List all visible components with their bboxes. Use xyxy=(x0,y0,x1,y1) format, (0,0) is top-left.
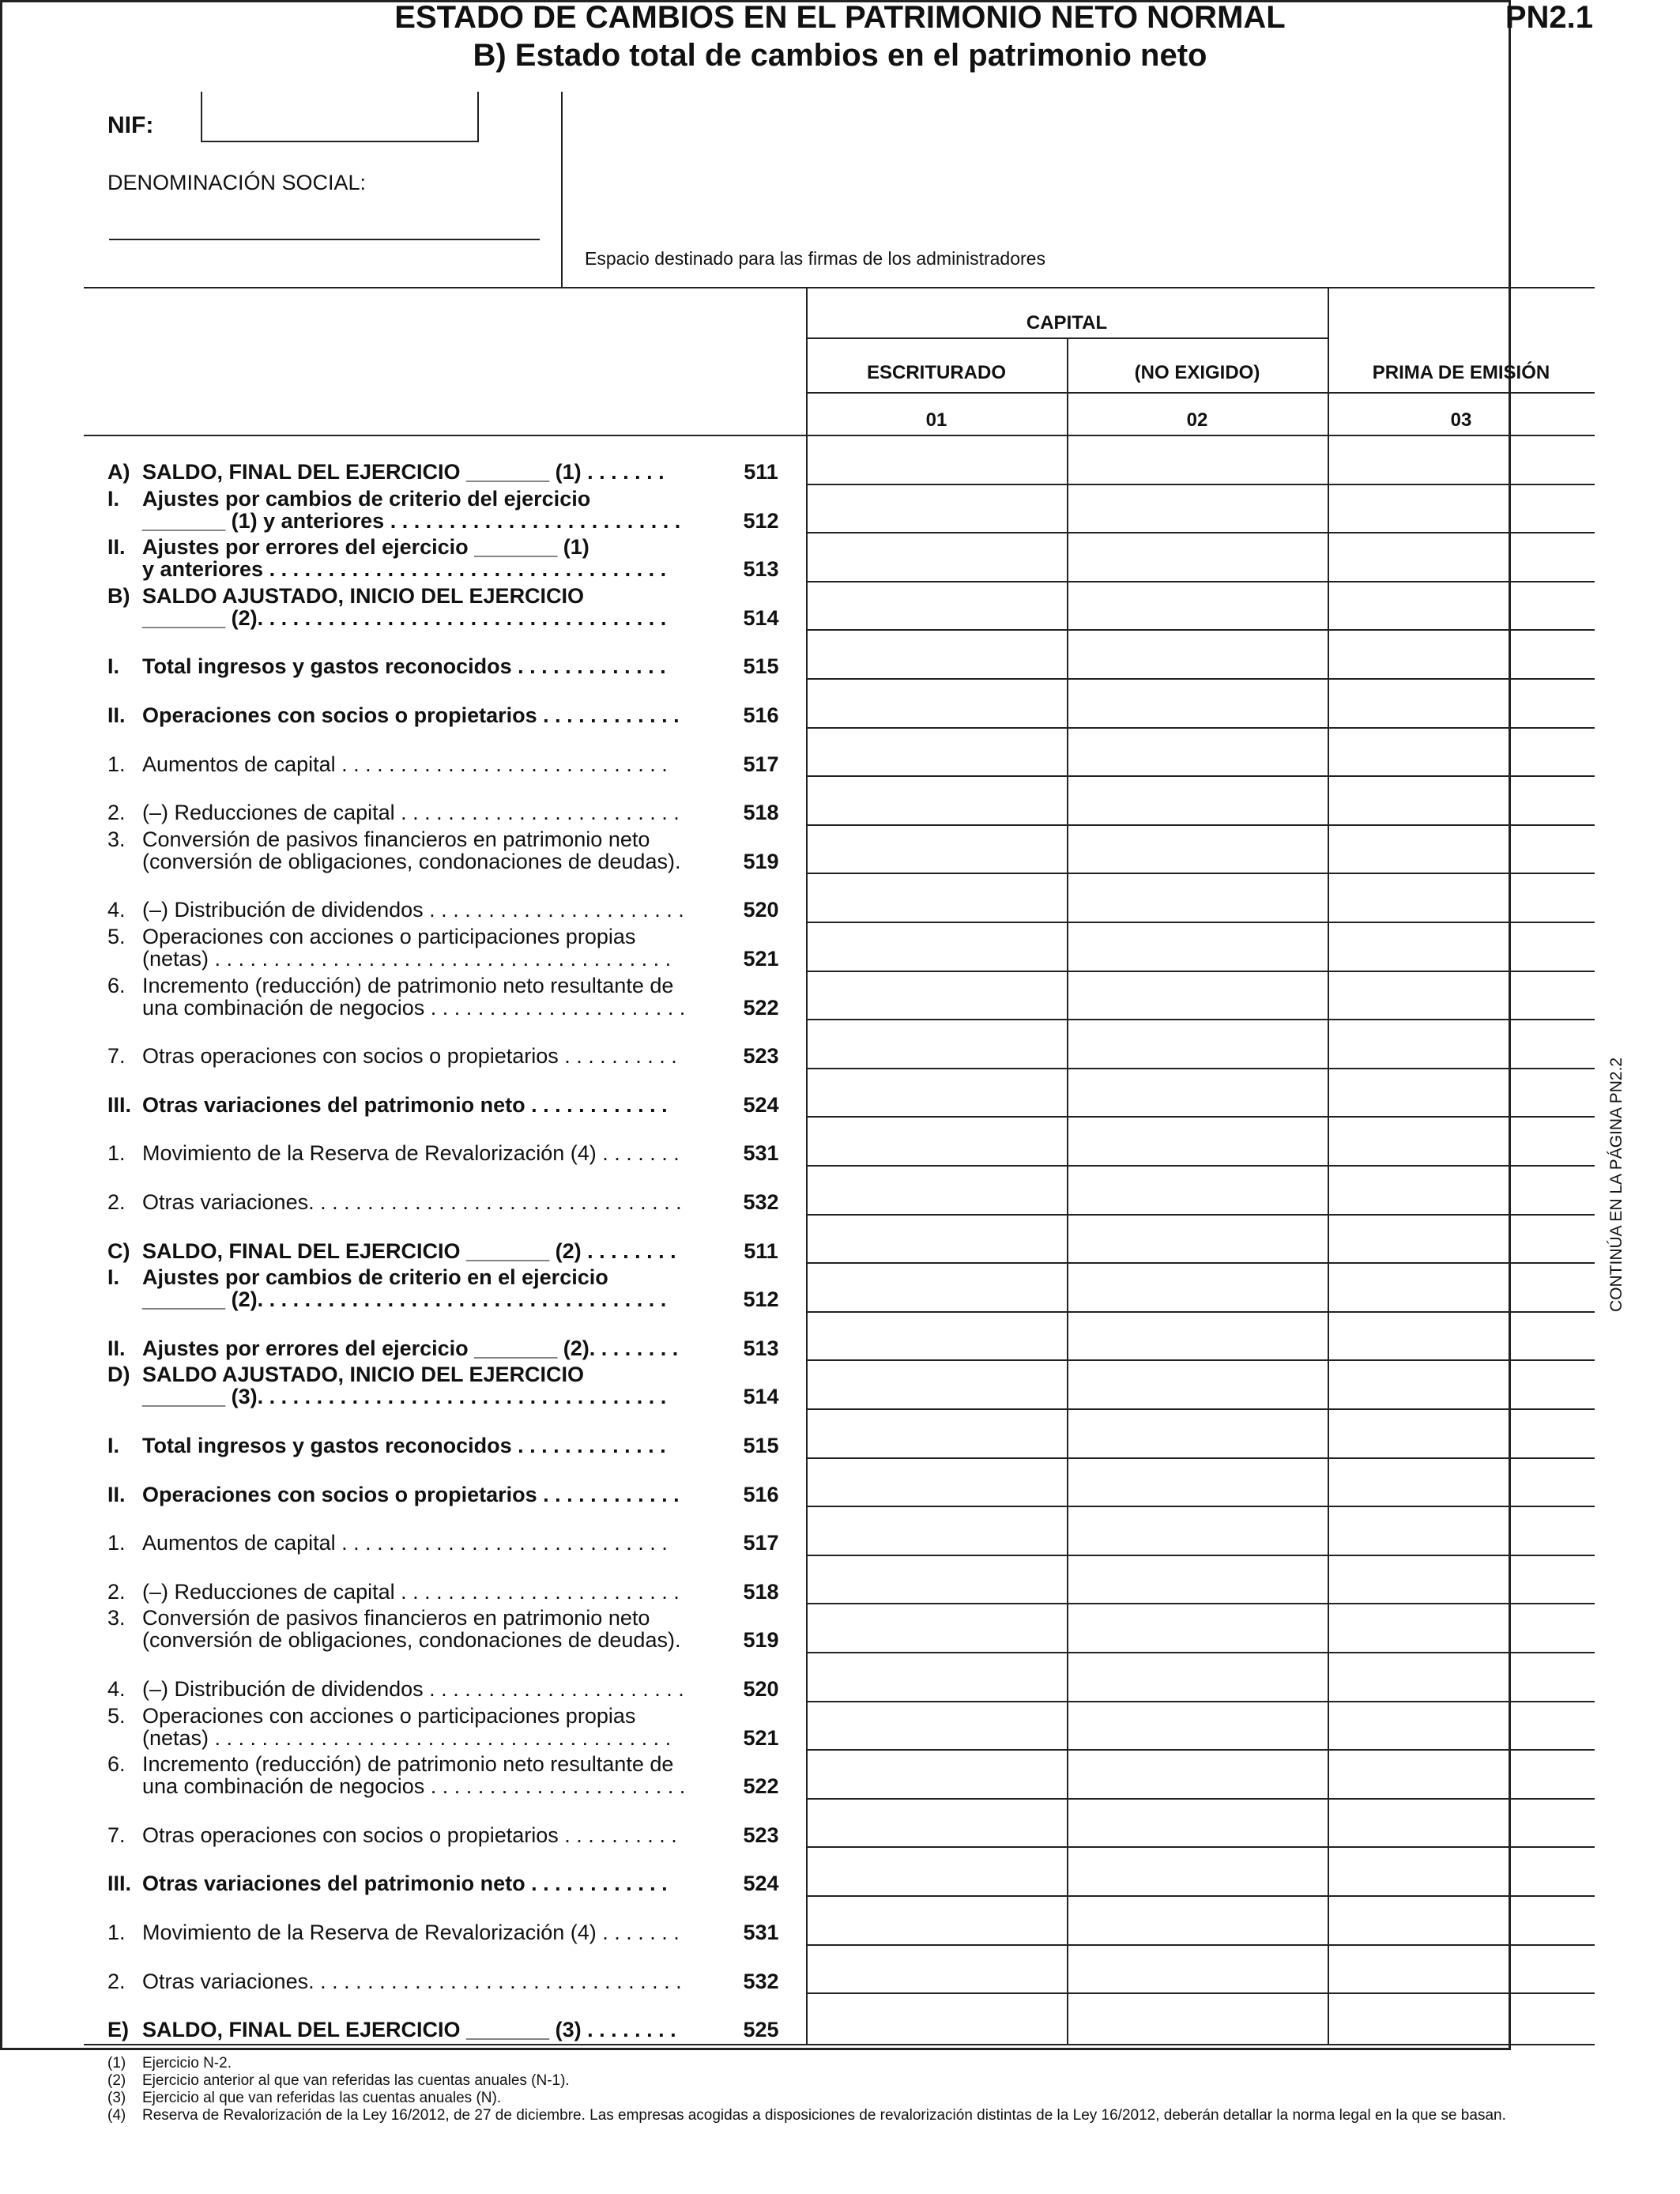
row-number: 3. xyxy=(107,827,126,851)
row-label-continued: _______ (1) y anteriores . . . . . . . . . . . . . . . . . . . . . . . . . xyxy=(142,508,681,533)
amount-cell-col3[interactable] xyxy=(1329,436,1593,482)
amount-cell-col2[interactable] xyxy=(1068,1994,1326,2040)
row-rule xyxy=(806,1895,1595,1897)
amount-cell-col2[interactable] xyxy=(1068,1702,1326,1748)
row-code: 513 xyxy=(743,1336,779,1360)
row-rule xyxy=(806,532,1595,533)
amount-cell-col3[interactable] xyxy=(1329,1118,1593,1163)
row-label-continued: (conversión de obligaciones, condonaciones de deudas). xyxy=(142,1628,681,1653)
row-number: 2. xyxy=(107,1190,126,1214)
col-code-03: 03 xyxy=(1450,409,1472,431)
row-rule xyxy=(806,873,1595,874)
row-code: 517 xyxy=(743,752,779,776)
amount-cell-col2[interactable] xyxy=(1068,1264,1326,1310)
row-number: 1. xyxy=(107,752,126,776)
amount-cell-col1[interactable] xyxy=(808,1313,1065,1359)
row-code: 516 xyxy=(743,1482,779,1506)
row-rule xyxy=(806,678,1595,680)
row-number: 6. xyxy=(107,1752,126,1777)
row-code: 524 xyxy=(743,1872,779,1896)
row-label: Otras variaciones. . . . . . . . . . . . . . . . . . . . . . . . . . . . . . . . xyxy=(142,1190,682,1214)
row-number: II. xyxy=(107,1336,126,1360)
row-label: Total ingresos y gastos reconocidos . . . . . . . . . . . . . xyxy=(142,1434,666,1457)
row-label: Incremento (reducción) de patrimonio neto resultante de xyxy=(142,973,674,997)
row-rule xyxy=(806,1701,1595,1702)
row-rule xyxy=(806,1652,1595,1653)
row-number: 5. xyxy=(107,1703,126,1728)
amount-cell-col2[interactable] xyxy=(1068,680,1326,726)
row-code: 520 xyxy=(743,898,779,922)
amount-cell-col2[interactable] xyxy=(1068,1020,1326,1066)
row-number: II. xyxy=(107,535,126,560)
amount-cell-col2[interactable] xyxy=(1068,631,1326,677)
row-code: 518 xyxy=(743,801,779,825)
row-label: Operaciones con socios o propietarios . . . . . . . . . . . . xyxy=(142,1482,680,1506)
amount-cell-col1[interactable] xyxy=(808,1167,1065,1212)
amount-cell-col2[interactable] xyxy=(1068,1653,1326,1699)
amount-cell-col1[interactable] xyxy=(808,485,1065,531)
row-label: Operaciones con socios o propietarios . . . . . . . . . . . . xyxy=(142,703,680,727)
row-number: 7. xyxy=(107,1823,126,1847)
row-label: SALDO, FINAL DEL EJERCICIO _______ (1) . . . . . . . xyxy=(142,460,665,484)
amount-cell-col2[interactable] xyxy=(1068,923,1326,969)
row-code: 531 xyxy=(743,1921,779,1944)
amount-cell-col3[interactable] xyxy=(1329,1264,1593,1310)
row-number: III. xyxy=(107,1872,132,1896)
row-code: 514 xyxy=(743,1385,779,1409)
row-rule xyxy=(806,1506,1595,1507)
amount-cell-col1[interactable] xyxy=(808,1800,1065,1845)
amount-cell-col3[interactable] xyxy=(1329,826,1593,872)
row-rule xyxy=(806,1408,1595,1410)
row-rule xyxy=(806,1457,1595,1459)
col-header-rule xyxy=(806,392,1595,394)
col-escriturado: ESCRITURADO xyxy=(866,362,1006,383)
amount-cell-col3[interactable] xyxy=(1329,923,1593,969)
continuation-note-text: CONTINÚA EN LA PÁGINA PN2.2 xyxy=(1607,1057,1625,1312)
row-code: 512 xyxy=(743,508,779,533)
amount-cell-col1[interactable] xyxy=(808,777,1065,823)
row-code: 518 xyxy=(743,1579,779,1604)
amount-cell-col3[interactable] xyxy=(1329,1167,1593,1212)
col-code-02: 02 xyxy=(1186,409,1208,431)
row-number: 2. xyxy=(107,801,126,825)
col-code-01: 01 xyxy=(925,409,947,431)
amount-cell-col1[interactable] xyxy=(808,874,1065,920)
row-label: Aumentos de capital . . . . . . . . . . . . . . . . . . . . . . . . . . . . xyxy=(142,1531,668,1555)
amount-cell-col3[interactable] xyxy=(1329,1848,1593,1894)
amount-cell-col3[interactable] xyxy=(1329,485,1593,531)
form-code: PN2.1 xyxy=(1505,0,1593,35)
amount-cell-col3[interactable] xyxy=(1329,1507,1593,1553)
amount-cell-col3[interactable] xyxy=(1329,1556,1593,1602)
row-label: (–) Reducciones de capital . . . . . . . . . . . . . . . . . . . . . . . . xyxy=(142,1579,680,1604)
row-label: Ajustes por errores del ejercicio _______ (1) xyxy=(142,535,590,560)
row-rule xyxy=(806,971,1595,972)
row-number: 2. xyxy=(107,1969,126,1993)
row-code: 532 xyxy=(743,1190,779,1214)
row-rule xyxy=(806,1798,1595,1800)
row-label: Otras variaciones. . . . . . . . . . . . . . . . . . . . . . . . . . . . . . . . xyxy=(142,1969,682,1993)
row-rule xyxy=(806,1262,1595,1264)
row-number: A) xyxy=(107,460,130,484)
row-code: 521 xyxy=(743,1725,779,1750)
amount-cell-col2[interactable] xyxy=(1068,1118,1326,1163)
amount-cell-col3[interactable] xyxy=(1329,582,1593,628)
amount-cell-col1[interactable] xyxy=(808,1069,1065,1115)
amount-cell-col3[interactable] xyxy=(1329,1946,1593,1992)
row-number: I. xyxy=(107,1434,120,1457)
row-code: 512 xyxy=(743,1287,779,1312)
row-label: Otras operaciones con socios o propietarios . . . . . . . . . . xyxy=(142,1044,677,1069)
row-label-continued: (netas) . . . . . . . . . . . . . . . . . . . . . . . . . . . . . . . . . . . . . . . xyxy=(142,1725,672,1750)
amount-cell-col3[interactable] xyxy=(1329,1069,1593,1115)
amount-cell-col3[interactable] xyxy=(1329,1604,1593,1650)
amount-cell-col1[interactable] xyxy=(808,729,1065,775)
amount-cell-col3[interactable] xyxy=(1329,1361,1593,1407)
row-number: 4. xyxy=(107,898,126,922)
row-rule xyxy=(806,1749,1595,1751)
page-subtitle: B) Estado total de cambios en el patrimonio neto xyxy=(473,38,1207,73)
row-code: 524 xyxy=(743,1092,779,1117)
row-number: 3. xyxy=(107,1606,126,1630)
row-label: Conversión de pasivos financieros en patrimonio neto xyxy=(142,1606,650,1630)
amount-cell-col3[interactable] xyxy=(1329,1702,1593,1748)
row-label: Total ingresos y gastos reconocidos . . . . . . . . . . . . . xyxy=(142,654,666,679)
row-label: Movimiento de la Reserva de Revalorización (4) . . . . . . . xyxy=(142,1141,680,1166)
row-rule xyxy=(806,1359,1595,1361)
amount-cell-col2[interactable] xyxy=(1068,972,1326,1018)
amount-cell-col2[interactable] xyxy=(1068,874,1326,920)
row-label-continued: una combinación de negocios . . . . . . . . . . . . . . . . . . . . . . xyxy=(142,1774,686,1799)
row-label: SALDO AJUSTADO, INICIO DEL EJERCICIO xyxy=(142,583,585,608)
footnote-number: (3) xyxy=(107,2090,126,2106)
amount-cell-col2[interactable] xyxy=(1068,1604,1326,1650)
amount-cell-col1[interactable] xyxy=(808,1751,1065,1796)
row-number: 7. xyxy=(107,1044,126,1069)
amount-cell-col1[interactable] xyxy=(808,826,1065,872)
col-prima-emision: PRIMA DE EMISIÓN xyxy=(1372,362,1550,383)
row-number: B) xyxy=(107,583,130,608)
row-label-continued: y anteriores . . . . . . . . . . . . . . . . . . . . . . . . . . . . . . . . . . xyxy=(142,557,667,582)
amount-cell-col1[interactable] xyxy=(808,1897,1065,1943)
footnote-number: (2) xyxy=(107,2072,126,2089)
row-number: III. xyxy=(107,1092,132,1117)
amount-cell-col1[interactable] xyxy=(808,1459,1065,1505)
amount-cell-col1[interactable] xyxy=(808,1264,1065,1310)
row-code: 517 xyxy=(743,1531,779,1555)
amount-cell-col1[interactable] xyxy=(808,1216,1065,1261)
row-code: 511 xyxy=(744,460,778,484)
amount-cell-col1[interactable] xyxy=(808,972,1065,1018)
row-rule xyxy=(806,1116,1595,1118)
row-label: Ajustes por cambios de criterio en el ejercicio xyxy=(142,1265,608,1290)
row-label: Conversión de pasivos financieros en patrimonio neto xyxy=(142,827,650,851)
amount-cell-col3[interactable] xyxy=(1329,1410,1593,1456)
row-rule xyxy=(806,1846,1595,1848)
row-label: Ajustes por cambios de criterio del ejercicio xyxy=(142,486,591,511)
amount-cell-col2[interactable] xyxy=(1068,1216,1326,1261)
amount-cell-col2[interactable] xyxy=(1068,436,1326,482)
amount-cell-col3[interactable] xyxy=(1329,1800,1593,1845)
amount-cell-col2[interactable] xyxy=(1068,485,1326,531)
row-code: 520 xyxy=(743,1677,779,1701)
amount-cell-col2[interactable] xyxy=(1068,533,1326,579)
row-code: 511 xyxy=(744,1238,778,1263)
row-label-continued: (netas) . . . . . . . . . . . . . . . . . . . . . . . . . . . . . . . . . . . . . . . xyxy=(142,947,672,971)
row-label: SALDO AJUSTADO, INICIO DEL EJERCICIO xyxy=(142,1363,585,1387)
row-rule xyxy=(806,824,1595,826)
amount-cell-col1[interactable] xyxy=(808,533,1065,579)
amount-cell-col3[interactable] xyxy=(1329,1020,1593,1066)
row-rule xyxy=(806,581,1595,582)
row-code: 519 xyxy=(743,849,779,873)
row-label: Movimiento de la Reserva de Revalorización (4) . . . . . . . xyxy=(142,1921,680,1944)
amount-cell-col1[interactable] xyxy=(808,1020,1065,1066)
row-number: 1. xyxy=(107,1141,126,1166)
amount-cell-col1[interactable] xyxy=(808,680,1065,726)
amount-cell-col3[interactable] xyxy=(1329,1313,1593,1359)
amount-cell-col3[interactable] xyxy=(1329,1751,1593,1796)
amount-cell-col3[interactable] xyxy=(1329,1459,1593,1505)
amount-cell-col2[interactable] xyxy=(1068,582,1326,628)
row-label: (–) Reducciones de capital . . . . . . . . . . . . . . . . . . . . . . . . xyxy=(142,801,680,825)
row-rule xyxy=(806,1555,1595,1556)
header-divider xyxy=(561,92,563,288)
row-number: I. xyxy=(107,1265,120,1290)
row-number: 2. xyxy=(107,1579,126,1604)
amount-cell-col3[interactable] xyxy=(1329,777,1593,823)
row-code: 523 xyxy=(743,1823,779,1847)
row-rule xyxy=(806,1019,1595,1020)
amount-cell-col3[interactable] xyxy=(1329,1653,1593,1699)
amount-cell-col2[interactable] xyxy=(1068,1800,1326,1845)
row-label: SALDO, FINAL DEL EJERCICIO _______ (3) . . . . . . . . xyxy=(142,2018,676,2042)
row-rule xyxy=(806,922,1595,923)
amount-cell-col1[interactable] xyxy=(808,631,1065,677)
amount-cell-col2[interactable] xyxy=(1068,1556,1326,1602)
footnote-number: (1) xyxy=(107,2055,126,2071)
row-code: 519 xyxy=(743,1628,779,1653)
row-code: 523 xyxy=(743,1044,779,1069)
row-label-continued: (conversión de obligaciones, condonaciones de deudas). xyxy=(142,849,681,873)
row-label: Operaciones con acciones o participaciones propias xyxy=(142,925,636,948)
page-title: ESTADO DE CAMBIOS EN EL PATRIMONIO NETO NORMAL xyxy=(394,0,1286,35)
table-bottom-rule xyxy=(84,2044,1595,2045)
row-label-continued: _______ (3). . . . . . . . . . . . . . . . . . . . . . . . . . . . . . . . . . . xyxy=(142,1385,667,1409)
header-bottom-rule xyxy=(84,287,1595,288)
amount-cell-col1[interactable] xyxy=(808,1410,1065,1456)
amount-cell-col1[interactable] xyxy=(808,1361,1065,1407)
footnote-text: Ejercicio al que van referidas las cuentas anuales (N). xyxy=(142,2090,502,2106)
amount-cell-col2[interactable] xyxy=(1068,1751,1326,1796)
row-code: 514 xyxy=(743,605,779,630)
row-code: 516 xyxy=(743,703,779,727)
row-rule xyxy=(806,484,1595,485)
row-rule xyxy=(806,775,1595,777)
row-code: 515 xyxy=(743,1434,779,1457)
amount-cell-col3[interactable] xyxy=(1329,1216,1593,1261)
amount-cell-col1[interactable] xyxy=(808,1848,1065,1894)
amount-cell-col2[interactable] xyxy=(1068,1897,1326,1943)
row-code: 522 xyxy=(743,995,779,1020)
amount-cell-col3[interactable] xyxy=(1329,1897,1593,1943)
amount-cell-col2[interactable] xyxy=(1068,729,1326,775)
amount-cell-col2[interactable] xyxy=(1068,1507,1326,1553)
amount-cell-col3[interactable] xyxy=(1329,1994,1593,2040)
amount-cell-col2[interactable] xyxy=(1068,1848,1326,1894)
row-code: 531 xyxy=(743,1141,779,1166)
row-label: SALDO, FINAL DEL EJERCICIO _______ (2) . . . . . . . . xyxy=(142,1238,676,1263)
amount-cell-col2[interactable] xyxy=(1068,1313,1326,1359)
footnote-text: Reserva de Revalorización de la Ley 16/2012, de 27 de diciembre. Las empresas acogidas a disposiciones de revalorización distintas de la Ley 16/2012, deberán detallar la norma legal en la que se basan. xyxy=(142,2107,1506,2124)
row-rule xyxy=(806,629,1595,631)
amount-cell-col1[interactable] xyxy=(808,1118,1065,1163)
row-number: 1. xyxy=(107,1921,126,1944)
amount-cell-col2[interactable] xyxy=(1068,826,1326,872)
row-label: Aumentos de capital . . . . . . . . . . . . . . . . . . . . . . . . . . . . xyxy=(142,752,668,776)
row-label: Incremento (reducción) de patrimonio neto resultante de xyxy=(142,1752,674,1777)
amount-cell-col2[interactable] xyxy=(1068,777,1326,823)
col-no-exigido: (NO EXIGIDO) xyxy=(1134,362,1260,383)
row-rule xyxy=(806,1944,1595,1946)
row-label-continued: _______ (2). . . . . . . . . . . . . . . . . . . . . . . . . . . . . . . . . . . xyxy=(142,1287,667,1312)
amount-cell-col2[interactable] xyxy=(1068,1459,1326,1505)
row-number: 4. xyxy=(107,1677,126,1701)
amount-cell-col3[interactable] xyxy=(1329,631,1593,677)
row-number: 1. xyxy=(107,1531,126,1555)
row-label-continued: una combinación de negocios . . . . . . . . . . . . . . . . . . . . . . xyxy=(142,995,686,1020)
row-label: Ajustes por errores del ejercicio _______ (2). . . . . . . . xyxy=(142,1336,679,1360)
amount-cell-col3[interactable] xyxy=(1329,680,1593,726)
denominacion-label: DENOMINACIÓN SOCIAL: xyxy=(107,171,367,194)
row-label: Otras operaciones con socios o propietarios . . . . . . . . . . xyxy=(142,1823,677,1847)
amount-cell-col1[interactable] xyxy=(808,436,1065,482)
nif-input[interactable] xyxy=(201,92,479,142)
amount-cell-col1[interactable] xyxy=(808,1653,1065,1699)
row-rule xyxy=(806,727,1595,729)
capital-header: CAPITAL xyxy=(1026,312,1108,334)
row-number: E) xyxy=(107,2018,129,2042)
row-number: 6. xyxy=(107,973,126,997)
amount-cell-col1[interactable] xyxy=(808,1604,1065,1650)
row-rule xyxy=(806,1311,1595,1313)
row-rule xyxy=(806,1214,1595,1216)
row-number: II. xyxy=(107,703,126,727)
amount-cell-col1[interactable] xyxy=(808,1946,1065,1992)
row-code: 521 xyxy=(743,947,779,971)
amount-cell-col1[interactable] xyxy=(808,582,1065,628)
row-rule xyxy=(806,1992,1595,1994)
row-number: C) xyxy=(107,1238,130,1263)
amount-cell-col2[interactable] xyxy=(1068,1410,1326,1456)
row-label: Otras variaciones del patrimonio neto . . . . . . . . . . . . xyxy=(142,1092,668,1117)
nif-label: NIF: xyxy=(107,112,154,138)
footnote-number: (4) xyxy=(107,2107,126,2124)
row-code: 513 xyxy=(743,557,779,582)
row-code: 532 xyxy=(743,1969,779,1993)
amount-cell-col2[interactable] xyxy=(1068,1069,1326,1115)
amount-cell-col3[interactable] xyxy=(1329,874,1593,920)
row-number: D) xyxy=(107,1363,130,1387)
row-label: (–) Distribución de dividendos . . . . . . . . . . . . . . . . . . . . . . xyxy=(142,1677,684,1701)
amount-cell-col2[interactable] xyxy=(1068,1946,1326,1992)
amount-cell-col3[interactable] xyxy=(1329,972,1593,1018)
row-number: II. xyxy=(107,1482,126,1506)
row-code: 522 xyxy=(743,1774,779,1799)
row-code: 515 xyxy=(743,654,779,679)
footnote-text: Ejercicio anterior al que van referidas las cuentas anuales (N-1). xyxy=(142,2072,570,2089)
amount-cell-col1[interactable] xyxy=(808,1507,1065,1553)
amount-cell-col3[interactable] xyxy=(1329,533,1593,579)
denominacion-input[interactable] xyxy=(109,239,540,240)
row-rule xyxy=(806,1603,1595,1604)
row-rule xyxy=(806,1068,1595,1069)
amount-cell-col3[interactable] xyxy=(1329,729,1593,775)
row-number: I. xyxy=(107,486,120,511)
row-label-continued: _______ (2). . . . . . . . . . . . . . . . . . . . . . . . . . . . . . . . . . . xyxy=(142,605,667,630)
amount-cell-col2[interactable] xyxy=(1068,1167,1326,1212)
row-rule xyxy=(806,1165,1595,1167)
amount-cell-col1[interactable] xyxy=(808,1556,1065,1602)
amount-cell-col2[interactable] xyxy=(1068,1361,1326,1407)
amount-cell-col1[interactable] xyxy=(808,1994,1065,2040)
row-code: 525 xyxy=(743,2018,779,2042)
row-label: Otras variaciones del patrimonio neto . . . . . . . . . . . . xyxy=(142,1872,668,1896)
row-label: (–) Distribución de dividendos . . . . . . . . . . . . . . . . . . . . . . xyxy=(142,898,684,922)
amount-cell-col1[interactable] xyxy=(808,1702,1065,1748)
amount-cell-col1[interactable] xyxy=(808,923,1065,969)
firmas-label: Espacio destinado para las firmas de los administradores xyxy=(585,248,1045,269)
row-label: Operaciones con acciones o participaciones propias xyxy=(142,1703,636,1728)
row-number: I. xyxy=(107,654,120,679)
row-number: 5. xyxy=(107,925,126,948)
footnote-text: Ejercicio N-2. xyxy=(142,2055,232,2071)
